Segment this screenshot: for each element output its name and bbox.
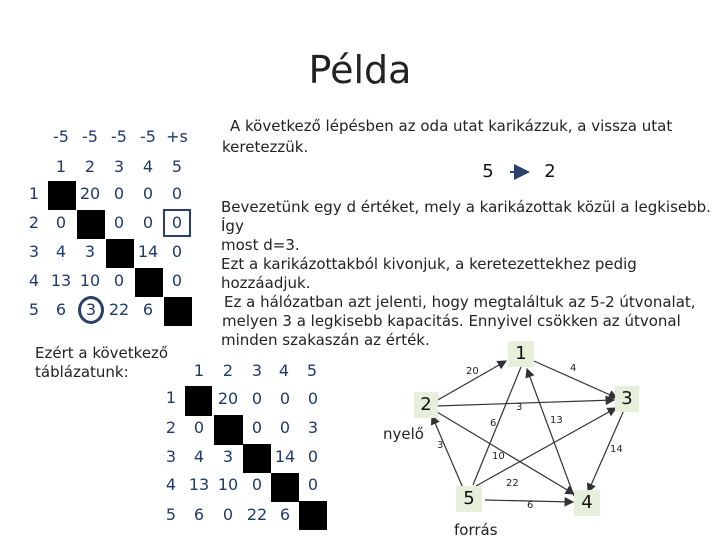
column-header: 3 (251, 361, 263, 380)
row-header: 5 (165, 505, 177, 524)
row-header: 5 (28, 300, 40, 319)
table-cell: 0 (307, 475, 319, 494)
edge-label: 22 (506, 478, 519, 489)
table-cell: 0 (279, 389, 291, 408)
table-cell: 14 (137, 242, 159, 261)
table-cell: 3 (85, 300, 97, 319)
table-cell: 13 (50, 271, 72, 290)
sink-label: nyelő (383, 425, 424, 443)
intro-text-line-2: keretezzük. (222, 138, 309, 156)
column-header: 1 (193, 361, 205, 380)
network-node: 5 (456, 486, 482, 512)
edge-label: 20 (466, 366, 479, 377)
slide-title: Példa (308, 48, 412, 92)
row-header: 3 (165, 447, 177, 466)
potential-label: -5 (111, 127, 127, 146)
table-cell: 13 (188, 475, 210, 494)
table-cell: 10 (217, 475, 239, 494)
explanation-line: minden szakaszán az érték. (221, 331, 430, 349)
edge-label: 10 (492, 451, 505, 462)
explanation-line: melyen 3 a legkisebb kapacitás. Ennyivel csökken az útvonal (222, 312, 681, 330)
row-header: 3 (28, 242, 40, 261)
column-header: 2 (222, 361, 234, 380)
edge-label: 6 (490, 418, 497, 429)
table-cell: 0 (55, 213, 67, 232)
explanation-line: Bevezetünk egy d értéket, mely a karikázottak közül a legkisebb. Így (221, 198, 711, 235)
table-cell: 6 (55, 300, 67, 319)
table-cell: 0 (171, 271, 183, 290)
table-cell: 4 (55, 242, 67, 261)
table-cell: 0 (279, 418, 291, 437)
row-header: 1 (28, 184, 40, 203)
row-header: 4 (165, 475, 177, 494)
row-header: 2 (28, 213, 40, 232)
table-cell: 4 (193, 447, 205, 466)
table-cell: 6 (193, 505, 205, 524)
potential-label: +s (166, 127, 188, 146)
edge-label: 3 (437, 440, 444, 451)
edge-label: 13 (550, 415, 563, 426)
path-example-to: 2 (530, 158, 570, 186)
column-header: 4 (278, 361, 290, 380)
table-cell: 3 (84, 242, 96, 261)
table-cell: 3 (307, 418, 319, 437)
table-cell: 0 (193, 418, 205, 437)
potential-label: -5 (53, 127, 69, 146)
path-example-from: 5 (468, 158, 508, 186)
table-cell: 20 (217, 389, 239, 408)
row-header: 1 (165, 388, 177, 407)
column-header: 5 (171, 157, 183, 176)
table-cell: 0 (307, 389, 319, 408)
table-cell: 0 (113, 213, 125, 232)
network-node: 2 (414, 392, 438, 418)
column-header: 1 (55, 157, 67, 176)
edge-label: 6 (527, 500, 534, 511)
table-cell: 14 (274, 447, 296, 466)
table-cell: 22 (108, 300, 130, 319)
potential-label: -5 (82, 127, 98, 146)
table-cell: 10 (79, 271, 101, 290)
network-edge (436, 400, 614, 406)
table-cell: 3 (222, 447, 234, 466)
table-cell: 0 (222, 505, 234, 524)
network-edge (473, 367, 521, 485)
column-header: 4 (142, 157, 154, 176)
table-cell: 22 (246, 505, 268, 524)
table-cell: 6 (142, 300, 154, 319)
network-node: 4 (574, 490, 600, 516)
network-edge (432, 416, 463, 488)
explanation-line: most d=3. (221, 236, 300, 254)
network-node: 1 (508, 341, 534, 367)
table-cell: 0 (142, 213, 154, 232)
edge-label: 3 (516, 402, 523, 413)
intro-text-line-1: A következő lépésben az oda utat karikázzuk, a vissza utat (230, 117, 673, 135)
potential-label: -5 (140, 127, 156, 146)
table-cell: 0 (251, 418, 263, 437)
source-label: forrás (454, 521, 498, 539)
column-header: 2 (84, 157, 96, 176)
table-cell: 0 (171, 242, 183, 261)
table-cell: 0 (142, 184, 154, 203)
table-cell: 0 (171, 213, 183, 232)
table-cell: 0 (251, 475, 263, 494)
row-header: 4 (28, 271, 40, 290)
edge-label: 14 (610, 444, 623, 455)
column-header: 3 (113, 157, 125, 176)
network-edge (527, 369, 574, 496)
next-table-caption-2: táblázatunk: (35, 363, 129, 381)
explanation-line: Ez a hálózatban azt jelenti, hogy megtaláltuk az 5-2 útvonalat, (224, 293, 696, 311)
column-header: 5 (306, 361, 318, 380)
table-cell: 0 (307, 447, 319, 466)
table-cell: 0 (171, 184, 183, 203)
table-cell: 6 (279, 505, 291, 524)
row-header: 2 (165, 418, 177, 437)
table-cell: 0 (251, 389, 263, 408)
next-table-caption-1: Ezért a következő (35, 344, 169, 362)
table-cell: 0 (113, 271, 125, 290)
explanation-line: Ezt a karikázottakból kivonjuk, a keretezettekhez pedig hozzáadjuk. (221, 255, 637, 292)
table-cell: 0 (113, 184, 125, 203)
table-cell: 20 (79, 184, 101, 203)
edge-label: 4 (570, 363, 577, 374)
network-node: 3 (615, 386, 639, 412)
